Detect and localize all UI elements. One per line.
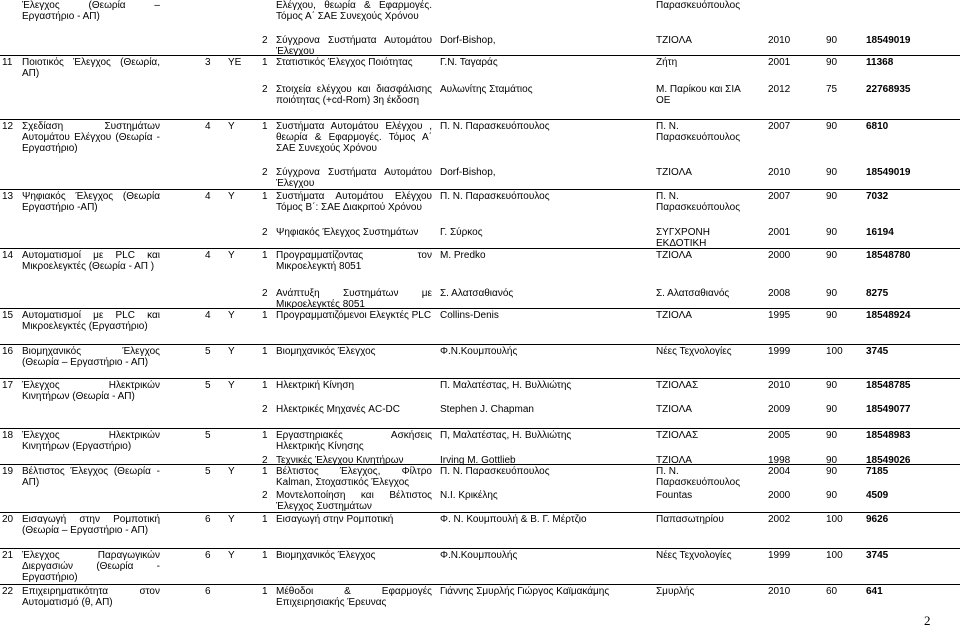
book-title: Μέθοδοι & Εφαρμογές Επιχειρησιακής Έρευνας: [276, 586, 432, 608]
book-author: Π. Μαλατέστας, Η. Βυλλιώτης: [440, 380, 572, 391]
book-title: Εισαγωγή στην Ρομποτική: [276, 514, 394, 525]
row-number: 11: [2, 57, 13, 68]
book-title: Ανάπτυξη Συστημάτων με Μικροελεγκτές 8051: [276, 288, 432, 310]
book-pages: 100: [826, 514, 843, 525]
book-publisher: ΤΖΙΟΛΑ: [656, 250, 692, 261]
course-title: Επιχειρηματικότητα στον Αυτοματισμό (θ, ΑΠ): [22, 586, 160, 608]
pub-year: 1999: [768, 550, 791, 561]
book-publisher: Παπασωτηρίου: [656, 514, 724, 525]
book-index: 2: [262, 167, 268, 178]
semester: 4: [205, 250, 211, 261]
book-title: Εργαστηριακές Ασκήσεις Ηλεκτρικής Κίνησης: [276, 430, 432, 452]
table-row: [0, 310, 960, 346]
book-index: 1: [262, 346, 268, 357]
book-index: 2: [262, 455, 268, 466]
book-title: Προγραμματιζόμενοι Ελεγκτές PLC: [276, 310, 432, 321]
book-title: Ηλεκτρική Κίνηση: [276, 380, 355, 391]
book-code: 8275: [866, 288, 889, 299]
book-index: 1: [262, 121, 268, 132]
pub-year: 2005: [768, 430, 791, 441]
book-publisher: ΤΖΙΟΛΑ: [656, 455, 692, 466]
row-divider: [0, 248, 960, 249]
course-title: Έλεγχος Ηλεκτρικών Κινητήρων (Θεωρία - ΑΠ): [22, 380, 160, 402]
row-number: 14: [2, 250, 14, 261]
book-index: 1: [262, 514, 268, 525]
book-pages: 90: [826, 288, 838, 299]
table-row: [0, 191, 960, 229]
book-index: 1: [262, 430, 268, 441]
book-publisher: ΤΖΙΟΛΑΣ: [656, 430, 699, 441]
book-code: 18549019: [866, 35, 911, 46]
book-author: Φ. Ν. Κουμπουλή & Β. Γ. Μέρτζιο: [440, 514, 587, 525]
course-type: Υ: [228, 121, 235, 132]
book-index: 2: [262, 404, 268, 415]
book-index: 1: [262, 310, 268, 321]
row-divider: [0, 119, 960, 120]
book-publisher: ΤΖΙΟΛΑ: [656, 404, 692, 415]
course-title: Ψηφιακός Έλεγχος (Θεωρία Εργαστήριο -ΑΠ): [22, 191, 160, 213]
book-title: Μοντελοποίηση και Βέλτιστος Έλεγχος Συστημάτων: [276, 490, 432, 512]
book-code: 18548785: [866, 380, 911, 391]
book-index: 1: [262, 550, 268, 561]
book-index: 1: [262, 250, 268, 261]
course-type: Υ: [228, 466, 235, 477]
book-title: Βιομηχανικός Έλεγχος: [276, 550, 376, 561]
row-divider: [0, 55, 960, 56]
book-author: Φ.Ν.Κουμπουλής: [440, 550, 518, 561]
row-number: 19: [2, 466, 14, 477]
book-index: 2: [262, 288, 268, 299]
table-row: [0, 346, 960, 382]
row-divider: [0, 378, 960, 379]
row-number: 18: [2, 430, 14, 441]
book-code: 18549026: [866, 455, 911, 466]
pub-year: 2001: [768, 57, 791, 68]
table-row: [0, 550, 960, 586]
book-author: Collins-Denis: [440, 310, 499, 321]
book-pages: 90: [826, 404, 838, 415]
book-code: 18549077: [866, 404, 911, 415]
course-type: ΥΕ: [228, 57, 242, 68]
table-row: [0, 250, 960, 286]
book-index: 2: [262, 84, 268, 95]
row-number: 13: [2, 191, 14, 202]
book-author: Γ. Σύρκος: [440, 227, 483, 238]
pub-year: 2004: [768, 466, 791, 477]
book-publisher: Π. Ν. Παρασκευόπουλος: [656, 121, 741, 143]
book-author: Γ.Ν. Ταγαράς: [440, 57, 498, 68]
book-author: Dorf-Bishop,: [440, 35, 496, 46]
book-pages: 90: [826, 35, 838, 46]
book-title: Συστήματα Αυτομάτου Ελέγχου , θεωρία & Εφαρμογές. Τόμος Α΄ ΣΑΕ Συνεχούς Χρόνου: [276, 121, 432, 154]
row-divider: [0, 548, 960, 549]
book-publisher: Μ. Παρίκου και ΣΙΑ ΟΕ: [656, 84, 741, 106]
table-row: [0, 121, 960, 165]
book-publisher: Σμυρλής: [656, 586, 695, 597]
book-code: 3745: [866, 550, 889, 561]
book-title: Στοιχεία ελέγχου και διασφάλισης ποιότητας (+cd-Rom) 3η έκδοση: [276, 84, 432, 106]
book-pages: 90: [826, 490, 838, 501]
pub-year: 2012: [768, 84, 791, 95]
book-code: 7185: [866, 466, 889, 477]
pub-year: 1995: [768, 310, 791, 321]
book-author: N.I. Κρικέλης: [440, 490, 498, 501]
book-author: Irving M. Gottlieb: [440, 455, 516, 466]
book-author: Π, Μαλατέστας, Η. Βυλλιώτης: [440, 430, 572, 441]
row-number: 21: [2, 550, 14, 561]
pub-year: 1998: [768, 455, 791, 466]
book-publisher: Νέες Τεχνολογίες: [656, 346, 732, 357]
table-row: [0, 227, 960, 249]
book-code: 7032: [866, 191, 889, 202]
pub-year: 2010: [768, 586, 791, 597]
semester: 4: [205, 191, 211, 202]
semester: 4: [205, 121, 211, 132]
course-type: Υ: [228, 514, 235, 525]
course-type: Υ: [228, 550, 235, 561]
book-author: Stephen J. Chapman: [440, 404, 534, 415]
book-pages: 90: [826, 310, 838, 321]
course-title: Εισαγωγή στην Ρομποτική (Θεωρία – Εργαστήριο - ΑΠ): [22, 514, 160, 536]
course-type: Υ: [228, 250, 235, 261]
book-author: Π. Ν. Παρασκευόπουλος: [440, 466, 550, 477]
pub-year: 2010: [768, 35, 791, 46]
book-publisher: Νέες Τεχνολογίες: [656, 550, 732, 561]
row-divider: [0, 512, 960, 513]
book-publisher: ΤΖΙΟΛΑΣ: [656, 380, 699, 391]
row-number: 22: [2, 586, 14, 597]
table-row: [0, 466, 960, 490]
book-pages: 60: [826, 586, 838, 597]
pub-year: 2008: [768, 288, 791, 299]
book-code: 3745: [866, 346, 889, 357]
course-title: Ποιοτικός Έλεγχος (Θεωρία, ΑΠ): [22, 57, 160, 79]
book-pages: 90: [826, 227, 838, 238]
book-pages: 90: [826, 57, 838, 68]
book-author: M. Predko: [440, 250, 486, 261]
book-code: 16194: [866, 227, 894, 238]
course-title: Έλεγχος Παραγωγικών Διεργασιών (Θεωρία - Εργαστήριο): [22, 550, 160, 583]
table-row: [0, 380, 960, 404]
pub-year: 2010: [768, 380, 791, 391]
book-code: 18548780: [866, 250, 911, 261]
book-publisher: Π. Ν. Παρασκευόπουλος: [656, 466, 741, 488]
semester: 4: [205, 310, 211, 321]
book-code: 18549019: [866, 167, 911, 178]
book-title: Ηλεκτρικές Μηχανές AC-DC: [276, 404, 400, 415]
book-title: Συστήματα Αυτομάτου Ελέγχου Τόμος Β΄: ΣΑΕ Διακριτού Χρόνου: [276, 191, 432, 213]
book-title: Βιομηχανικός Έλεγχος: [276, 346, 376, 357]
page-number: 2: [924, 613, 931, 628]
book-author: Π. Ν. Παρασκευόπουλος: [440, 191, 550, 202]
table-row: [0, 167, 960, 189]
book-code: 6810: [866, 121, 889, 132]
course-title: Βιομηχανικός Έλεγχος (Θεωρία – Εργαστήριο - ΑΠ): [22, 346, 160, 368]
book-index: 1: [262, 191, 268, 202]
book-title: Ελέγχου, θεωρία & Εφαρμογές. Τόμος Α΄ ΣΑΕ Συνεχούς Χρόνου: [276, 0, 432, 22]
book-publisher: ΤΖΙΟΛΑ: [656, 310, 692, 321]
book-index: 1: [262, 466, 268, 477]
book-author: Αυλωνίτης Σταμάτιος: [440, 84, 533, 95]
row-divider: [0, 464, 960, 465]
semester: 6: [205, 550, 211, 561]
book-index: 1: [262, 57, 268, 68]
row-number: 17: [2, 380, 14, 391]
pub-year: 2000: [768, 250, 791, 261]
book-pages: 90: [826, 455, 838, 466]
book-index: 1: [262, 586, 268, 597]
book-pages: 75: [826, 84, 838, 95]
book-publisher: ΣΥΓΧΡΟΝΗ ΕΚΔΟΤΙΚΗ: [656, 227, 710, 249]
book-publisher: ΤΖΙΟΛΑ: [656, 167, 692, 178]
course-title: Βέλτιστος Έλεγχος (Θεωρία - ΑΠ): [22, 466, 160, 488]
book-pages: 90: [826, 191, 838, 202]
semester: 5: [205, 380, 211, 391]
book-pages: 90: [826, 167, 838, 178]
semester: 6: [205, 514, 211, 525]
semester: 3: [205, 57, 211, 68]
row-divider: [0, 189, 960, 190]
table-row: [0, 514, 960, 550]
course-title: Αυτοματισμοί με PLC και Μικροελεγκτές (Θεωρία - ΑΠ ): [22, 250, 160, 272]
book-publisher: Fountas: [656, 490, 693, 501]
row-number: 15: [2, 310, 14, 321]
book-publisher: Σ. Αλατσαθιανός: [656, 288, 730, 299]
book-code: 18548983: [866, 430, 911, 441]
semester: 6: [205, 586, 211, 597]
book-title: Σύγχρονα Συστήματα Αυτομάτου Έλεγχου: [276, 35, 432, 57]
book-title: Τεχνικές Έλεγχου Κινητήρων: [276, 455, 404, 466]
book-pages: 90: [826, 121, 838, 132]
row-number: 16: [2, 346, 14, 357]
row-divider: [0, 308, 960, 309]
course-title: Σχεδίαση Συστημάτων Αυτομάτου Ελέγχου (Θεωρία - Εργαστήριο): [22, 121, 160, 154]
book-pages: 100: [826, 550, 843, 561]
table-row: [0, 586, 960, 612]
book-author: Φ.Ν.Κουμπουλής: [440, 346, 518, 357]
course-type: Υ: [228, 380, 235, 391]
book-publisher: Π. Ν. Παρασκευόπουλος: [656, 191, 741, 213]
book-title: Προγραμματίζοντας τον Μικροελεγκτή 8051: [276, 250, 432, 272]
book-title: Ψηφιακός Έλεγχος Συστημάτων: [276, 227, 419, 238]
pub-year: 2010: [768, 167, 791, 178]
course-type: Υ: [228, 310, 235, 321]
table-row: [0, 84, 960, 122]
book-pages: 90: [826, 250, 838, 261]
book-author: Σ. Αλατσαθιανός: [440, 288, 514, 299]
course-title: Έλεγχος (Θεωρία – Εργαστήριο - ΑΠ): [22, 0, 160, 22]
semester: 5: [205, 466, 211, 477]
table-row: [0, 35, 960, 57]
book-index: 2: [262, 35, 268, 46]
course-type: Υ: [228, 346, 235, 357]
book-title: Βέλτιστος Έλεγχος, Φίλτρο Kalman, Στοχαστικός Έλεγχος: [276, 466, 432, 488]
book-code: 22768935: [866, 84, 911, 95]
book-pages: 90: [826, 430, 838, 441]
pub-year: 2001: [768, 227, 791, 238]
row-number: 12: [2, 121, 14, 132]
row-divider: [0, 428, 960, 429]
pub-year: 2007: [768, 121, 791, 132]
semester: 5: [205, 430, 211, 441]
table-row: [0, 430, 960, 454]
semester: 5: [205, 346, 211, 357]
book-code: 4509: [866, 490, 889, 501]
table-row: [0, 288, 960, 310]
book-pages: 90: [826, 380, 838, 391]
table-row: [0, 490, 960, 514]
book-index: 2: [262, 227, 268, 238]
book-publisher: ΤΖΙΟΛΑ: [656, 35, 692, 46]
book-pages: 100: [826, 346, 843, 357]
course-title: Έλεγχος Ηλεκτρικών Κινητήρων (Εργαστήριο): [22, 430, 160, 452]
row-number: 20: [2, 514, 14, 525]
book-author: Dorf-Bishop,: [440, 167, 496, 178]
row-divider: [0, 344, 960, 345]
book-title: Σύγχρονα Συστήματα Αυτομάτου Έλεγχου: [276, 167, 432, 189]
book-author: Γιάννης Σμυρλής Γιώργος Καϊμακάμης: [440, 586, 610, 597]
book-author: Π. Ν. Παρασκευόπουλος: [440, 121, 550, 132]
book-pages: 90: [826, 466, 838, 477]
pub-year: 2000: [768, 490, 791, 501]
pub-year: 2002: [768, 514, 791, 525]
book-code: 18548924: [866, 310, 911, 321]
book-index: 2: [262, 490, 268, 501]
continued-author: Παρασκευόπουλος: [656, 0, 741, 11]
book-code: 641: [866, 586, 883, 597]
course-type: Υ: [228, 191, 235, 202]
book-code: 9626: [866, 514, 889, 525]
book-title: Στατιστικός Έλεγχος Ποιότητας: [276, 57, 413, 68]
course-title: Αυτοματισμοί με PLC και Μικροελεγκτές (Εργαστήριο): [22, 310, 160, 332]
book-code: 11368: [866, 57, 894, 68]
row-divider: [0, 584, 960, 585]
book-publisher: Ζήτη: [656, 57, 678, 68]
pub-year: 2009: [768, 404, 791, 415]
table-row: [0, 404, 960, 426]
pub-year: 2007: [768, 191, 791, 202]
table-row: [0, 57, 960, 79]
pub-year: 1999: [768, 346, 791, 357]
book-index: 1: [262, 380, 268, 391]
